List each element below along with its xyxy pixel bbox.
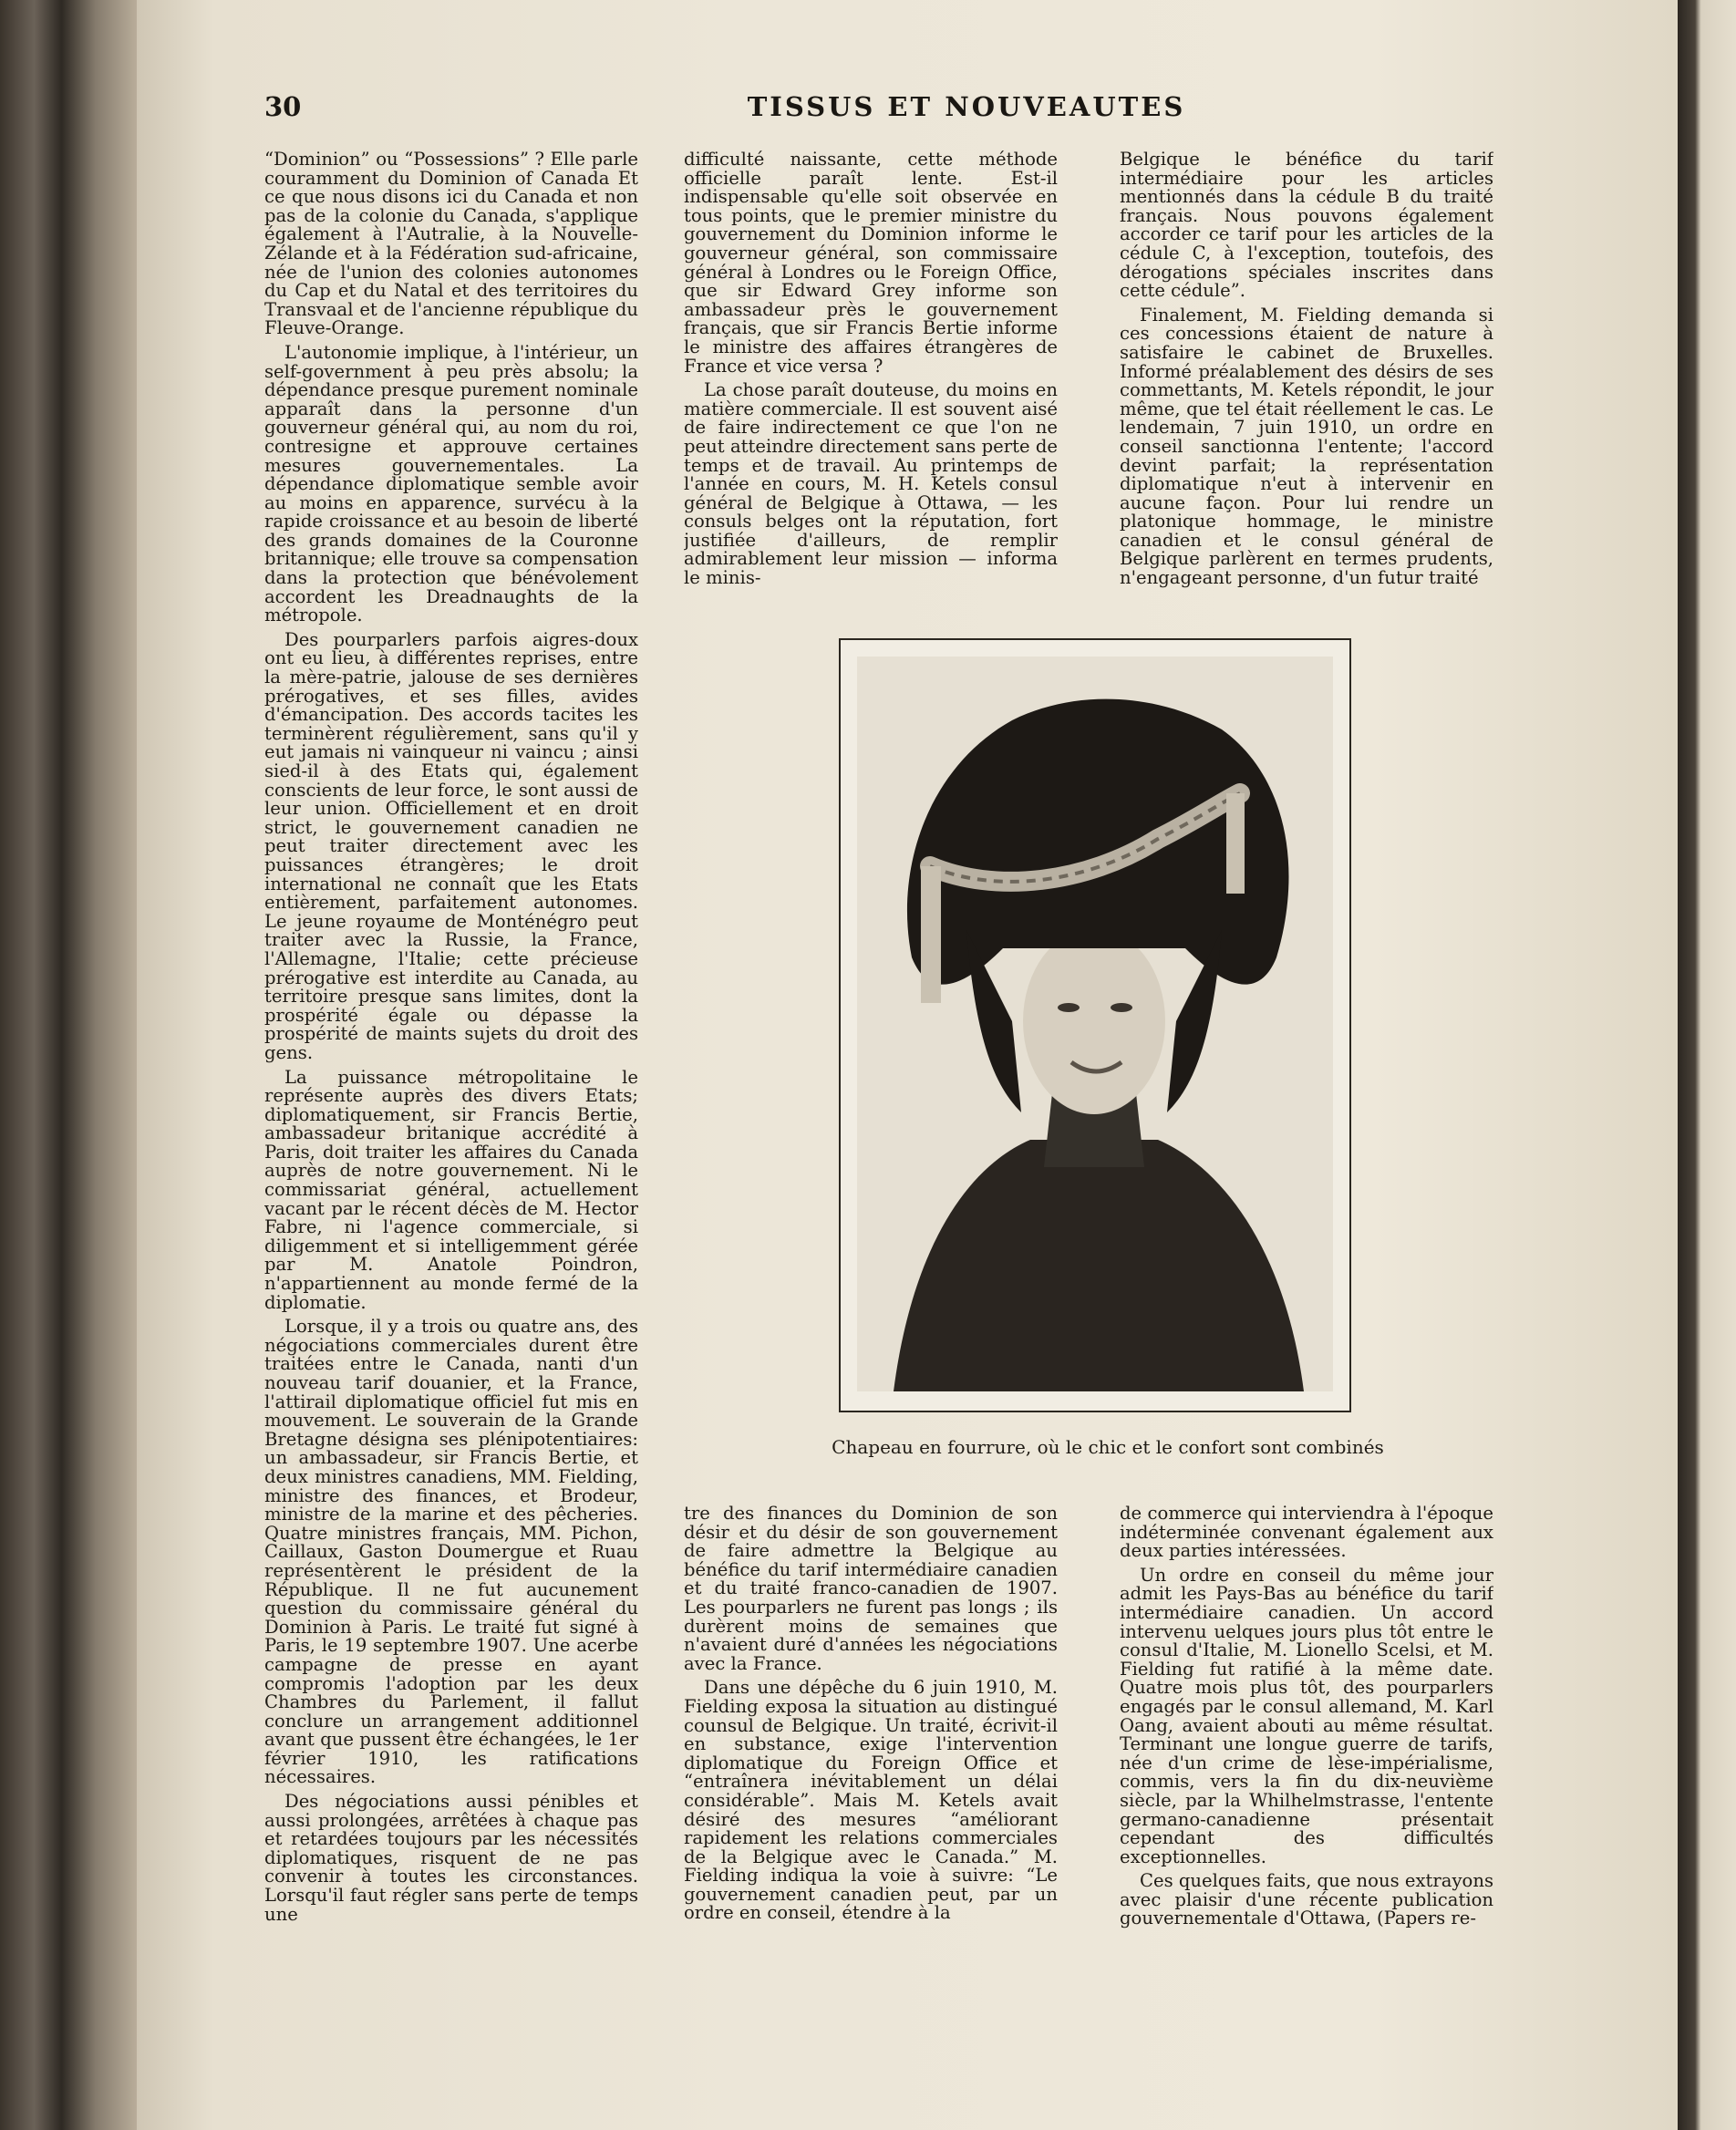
paragraph: difficulté naissante, cette méthode officielle paraît lente. Est-il indispensable qu'elle soit observée en tous points, que le premier ministre du gouvernement du Dominion informe le gouverneur général, son commissaire général à Londres ou le Foreign Office, que sir Edward Grey informe son ambassadeur près le gouvernement français, que sir Francis Bertie informe le ministre des affaires étrangères de France et vice versa ? xyxy=(684,150,1058,377)
article-column-middle-top xyxy=(684,150,1058,597)
paragraph: Lorsque, il y a trois ou quatre ans, des négociations commerciales durent être traitées entre le Canada, nanti d'un nouveau tarif douanier, et la France, l'attirail diplomatique officiel fut mis en mouvement. Le souverain de la Grande Bretagne désigna ses plénipotentiaires: un ambassadeur, sir Francis Bertie, et deux ministres canadiens, MM. Fielding, ministre des finances, et Brodeur, ministre de la marine et des pêcheries. Quatre ministres français, MM. Pichon, Caillaux, Gaston Doumergue et Ruau représentèrent le président de la République. Il ne fut aucunement question du commissaire général du Dominion à Paris. Le traité fut signé à Paris, le 19 septembre 1907. Une acerbe campagne de presse en ayant compromis l'adoption par les deux Chambres du Parlement, il fallut conclure un arrangement additionnel avant que pussent être échangées, le 1er février 1910, les ratifications nécessaires. xyxy=(264,1316,638,1788)
paragraph: Un ordre en conseil du même jour admit les Pays-Bas au bénéfice du tarif intermédiaire canadien. Un accord intervenu uelques jours plus tôt entre le consul d'Italie, M. Lionello Scelsi, et M. Fielding fut ratifié à la même date. Quatre mois plus tôt, des pourparlers engagés par le consul allemand, M. Karl Oang, avaient abouti au même résultat. Terminant une longue guerre de tarifs, née d'un crime de lèse-impérialisme, commis, vers la fin du dix-neuvième siècle, par la Whilhelmstrasse, l'entente germano-canadienne présentait cependant des difficultés exceptionnelles. xyxy=(1120,1564,1493,1867)
fur-hat-portrait-photo xyxy=(857,657,1333,1391)
paragraph: Belgique le bénéfice du tarif intermédiaire pour les articles mentionnés dans la cédule B du traité français. Nous pouvons également accorder ce tarif pour les articles de la cédule C, à l'exception, toutefois, des dérogations spéciales inscrites dans cette cédule”. xyxy=(1120,150,1493,302)
photo-frame xyxy=(839,638,1351,1412)
paragraph: “Dominion” ou “Possessions” ? Elle parle couramment du Dominion of Canada Et ce que nous disons ici du Canada et non pas de la colonie du Canada, s'applique également à l'Autralie, à la Nouvelle-Zélande et à la Fédération sud-africaine, née de l'union des colonies autonomes du Cap et du Natal et des territoires du Transvaal et de l'ancienne république du Fleuve-Orange. xyxy=(264,150,638,339)
photo-caption: Chapeau en fourrure, où le chic et le confort sont combinés xyxy=(832,1436,1384,1458)
paragraph: Ces quelques faits, que nous extrayons avec plaisir d'une récente publication gouvernementale d'Ottawa, (Papers re- xyxy=(1120,1870,1493,1929)
next-page-edge xyxy=(1678,0,1736,2130)
paragraph: de commerce qui interviendra à l'époque indéterminée convenant également aux deux parties intéressées. xyxy=(1120,1504,1493,1562)
paragraph: Des pourparlers parfois aigres-doux ont eu lieu, à différentes reprises, entre la mère-patrie, jalouse de ses dernières prérogatives, et ses filles, avides d'émancipation. Des accords tacites les terminèrent régulièrement, sans qu'il y eut jamais ni vainqueur ni vaincu ; ainsi sied-il à des Etats qui, également conscients de leur force, le sont aussi de leur union. Officiellement et en droit strict, le gouvernement canadien ne peut traiter directement avec les puissances étrangères; le droit international ne connaît que les Etats entièrement, parfaitement autonomes. Le jeune royaume de Monténégro peut traiter avec la Russie, la France, l'Allemagne, l'Italie; cette précieuse prérogative est interdite au Canada, au territoire presque sans limites, dont la prospérité égale ou dépasse la prospérité de maints sujets du droit des gens. xyxy=(264,628,638,1063)
paragraph: tre des finances du Dominion de son désir et du désir de son gouvernement de faire admettre la Belgique au bénéfice du tarif intermédiaire canadien et du traité franco-canadien de 1907. Les pourparlers ne furent pas longs ; ils durèrent moins de semaines que n'avaient duré d'années les négociations avec la France. xyxy=(684,1504,1058,1674)
running-title: TISSUS ET NOUVEAUTES xyxy=(747,91,1186,122)
article-column-right-bottom xyxy=(1120,1504,1493,1983)
paragraph: La puissance métropolitaine le représente auprès des divers Etats; diplomatiquement, sir Francis Bertie, ambassadeur britanique accrédité à Paris, doit traiter les affaires du Canada auprès de notre gouvernement. Ni le commissariat général, actuellement vacant par le récent décès de M. Hector Fabre, ni l'agence commerciale, si diligemment et si intelligemment gérée par M. Anatole Poindron, n'appartiennent au monde fermé de la diplomatie. xyxy=(264,1066,638,1313)
paragraph: La chose paraît douteuse, du moins en matière commerciale. Il est souvent aisé de faire indirectement ce que l'on ne peut atteindre directement sans perte de temps et de travail. Au printemps de l'année en cours, M. H. Ketels consul général de Belgique à Ottawa, — les consuls belges ont la réputation, fort justifiée d'ailleurs, de remplir admirablement leur mission — informa le minis- xyxy=(684,379,1058,589)
page-number: 30 xyxy=(264,91,302,122)
paragraph: L'autonomie implique, à l'intérieur, un self-government à peu près absolu; la dépendance presque purement nominale apparaît dans la personne d'un gouverneur général qui, au nom du roi, contresigne et approuve certaines mesures gouvernementales. La dépendance diplomatique semble avoir au moins en apparence, survécu à la rapide croissance et au besoin de liberté des grands domaines de la Couronne britannique; elle trouve sa compensation dans la protection que bénévolement accordent les Dreadnaughts de la métropole. xyxy=(264,341,638,626)
page-header xyxy=(264,91,1669,128)
book-spine xyxy=(0,0,137,2130)
paragraph: Dans une dépêche du 6 juin 1910, M. Fielding exposa la situation au distingué counsul de Belgique. Un traité, écrivit-il en substance, exige l'intervention diplomatique du Foreign Office et “entraînera inévitablement un délai considérable”. Mais M. Ketels avait désiré des mesures “améliorant rapidement les relations commerciales de la Belgique avec le Canada.” M. Fielding indiqua la voie à suivre: “Le gouvernement canadien peut, par un ordre en conseil, étendre à la xyxy=(684,1677,1058,1924)
paragraph: Des négociations aussi pénibles et aussi prolongées, arrêtées à chaque pas et retardées toujours par les nécessités diplomatiques, risquent de ne pas convenir à toutes les circonstances. Lorsqu'il faut régler sans perte de temps une xyxy=(264,1791,638,1925)
magazine-page xyxy=(137,0,1678,2130)
article-column-right-top xyxy=(1120,150,1493,597)
article-column-left xyxy=(264,150,638,1983)
paragraph: Finalement, M. Fielding demanda si ces concessions étaient de nature à satisfaire le cabinet de Bruxelles. Informé préalablement des désirs de ses commettants, M. Ketels répondit, le jour même, que tel était réellement le cas. Le lendemain, 7 juin 1910, un ordre en conseil sanctionna l'entente; l'accord devint parfait; la représentation diplomatique n'eut à intervenir en aucune façon. Pour lui rendre un platonique hommage, le ministre canadien et le consul général de Belgique parlèrent en termes prudents, n'engageant personne, d'un futur traité xyxy=(1120,304,1493,589)
article-column-middle-bottom xyxy=(684,1504,1058,1983)
